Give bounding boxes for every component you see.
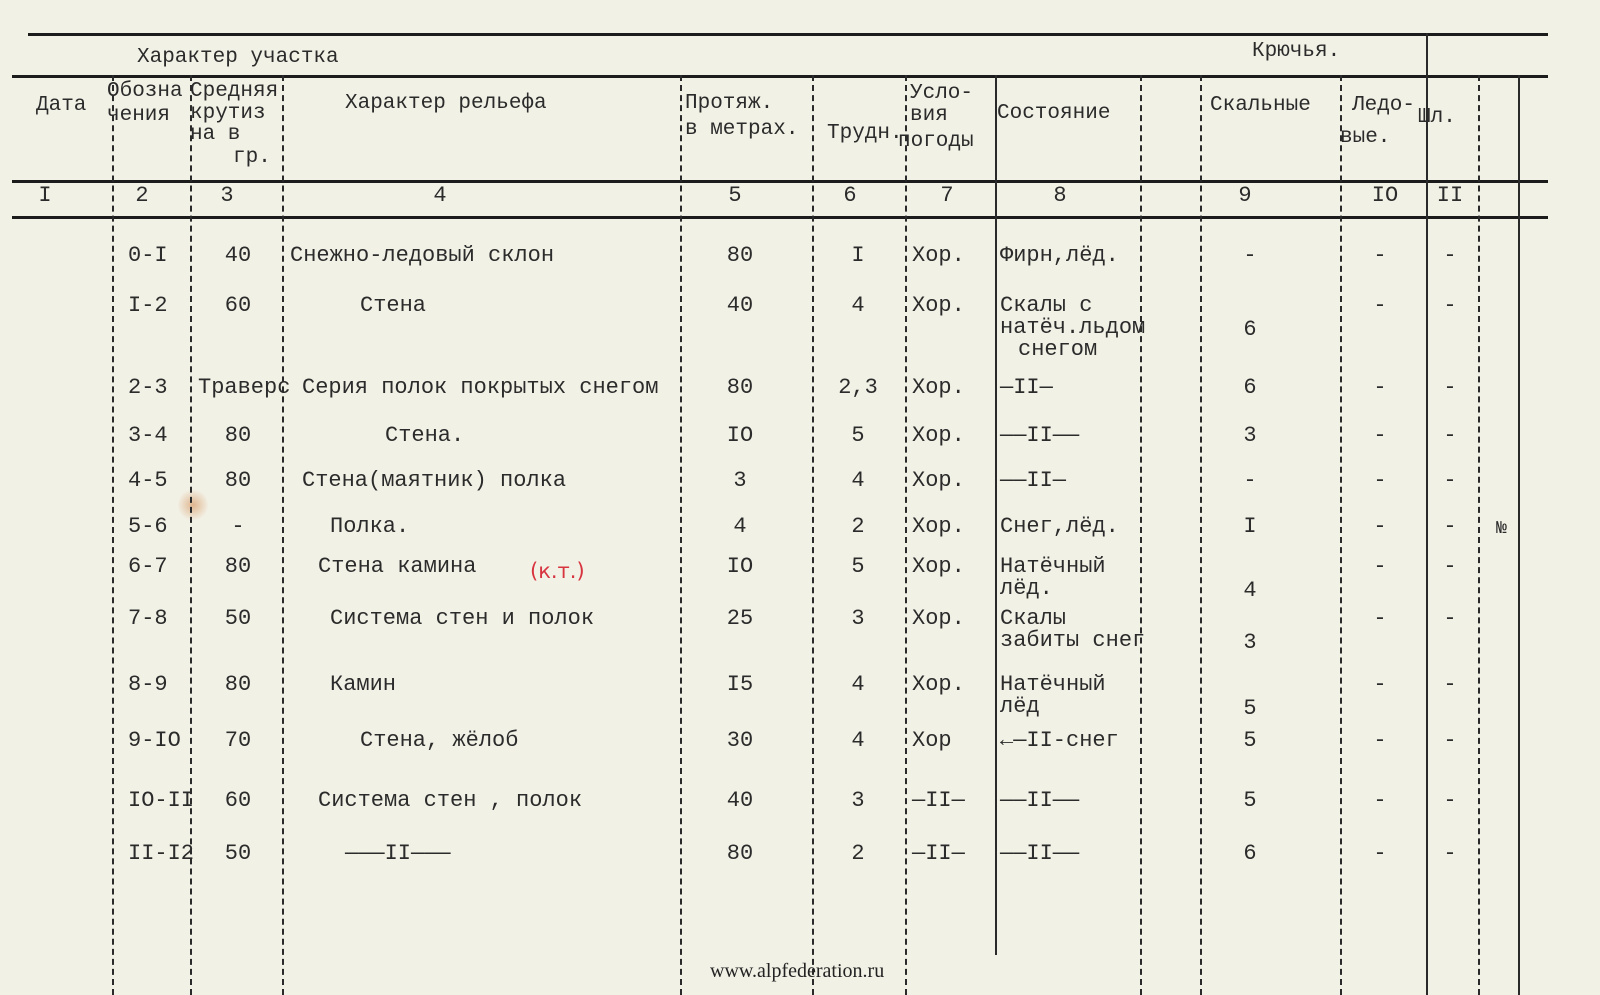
cell-ice-hooks: -: [1373, 423, 1387, 448]
cell-ice-hooks: -: [1373, 606, 1387, 631]
cell-rock-hooks: 3: [1243, 630, 1257, 655]
header-weather-3: погоды: [898, 130, 974, 153]
cell-difficulty: 4: [851, 468, 865, 493]
column-number: 4: [433, 183, 447, 208]
cell-difficulty: 3: [851, 606, 865, 631]
cell-length: I5: [726, 672, 754, 697]
cell-steepness: 60: [224, 293, 252, 318]
cell-weather: —II—: [912, 788, 965, 813]
cell-bolt-hooks: -: [1443, 788, 1457, 813]
footer-url: www.alpfederation.ru: [710, 960, 885, 982]
col-divider-10: [1426, 33, 1428, 995]
column-number: II: [1436, 183, 1464, 208]
cell-steepness: 80: [224, 672, 252, 697]
cell-ice-hooks: -: [1373, 293, 1387, 318]
cell-bolt-hooks: -: [1443, 375, 1457, 400]
cell-condition: Скалы с: [1000, 293, 1093, 318]
cell-condition: снегом: [1018, 337, 1098, 362]
column-number: 2: [135, 183, 149, 208]
col-divider-8: [1200, 75, 1202, 995]
cell-bolt-hooks: -: [1443, 841, 1457, 866]
cell-relief: Стена(маятник) полка: [302, 468, 567, 493]
cell-relief: Серия полок покрытых снегом: [302, 375, 659, 400]
header-length-1: Протяж.: [685, 92, 774, 115]
cell-rock-hooks: 5: [1243, 696, 1257, 721]
col-divider-12: [1518, 75, 1520, 995]
cell-ice-hooks: -: [1373, 841, 1387, 866]
handwritten-annotation: (к.т.): [530, 559, 585, 583]
cell-difficulty: 5: [851, 423, 865, 448]
column-number: I: [38, 183, 52, 208]
cell-segment: IO-II: [128, 788, 195, 813]
header-date: Дата: [36, 94, 87, 117]
header-designation-2: чения: [107, 104, 171, 127]
header-steepness-2: крутиз: [190, 102, 266, 125]
cell-ice-hooks: -: [1373, 728, 1387, 753]
cell-relief: Снежно-ледовый склон: [290, 243, 555, 268]
cell-relief: Система стен , полок: [318, 788, 583, 813]
col-divider-9: [1340, 75, 1342, 995]
cell-steepness: -: [231, 514, 245, 539]
cell-relief: Полка.: [330, 514, 410, 539]
rule-numbers-bottom: [12, 216, 1548, 219]
cell-weather: Хор.: [912, 243, 965, 268]
cell-length: 80: [726, 243, 754, 268]
cell-steepness: 50: [224, 841, 252, 866]
column-number: 3: [220, 183, 234, 208]
cell-bolt-hooks: -: [1443, 468, 1457, 493]
cell-bolt-hooks: -: [1443, 606, 1457, 631]
cell-segment: 9-IO: [128, 728, 181, 753]
column-number: 5: [728, 183, 742, 208]
cell-ice-hooks: -: [1373, 468, 1387, 493]
cell-steepness: 80: [224, 423, 252, 448]
cell-length: 3: [733, 468, 747, 493]
cell-rock-hooks: 4: [1243, 578, 1257, 603]
cell-weather: —II—: [912, 841, 965, 866]
cell-steepness: 60: [224, 788, 252, 813]
cell-condition: Натёчный: [1000, 554, 1106, 579]
header-steepness-4: гр.: [233, 146, 271, 169]
cell-length: 80: [726, 375, 754, 400]
cell-rock-hooks: I: [1243, 514, 1257, 539]
cell-condition: Снег,лёд.: [1000, 514, 1119, 539]
header-steepness-1: Средняя: [190, 80, 279, 103]
cell-condition: Скалы: [1000, 606, 1067, 631]
cell-rock-hooks: 3: [1243, 423, 1257, 448]
cell-weather: Хор.: [912, 293, 965, 318]
cell-segment: 4-5: [128, 468, 168, 493]
header-group-section: Характер участка: [137, 46, 339, 69]
header-ice-2: вые.: [1340, 126, 1391, 149]
cell-difficulty: 2: [851, 514, 865, 539]
cell-segment: 6-7: [128, 554, 168, 579]
cell-condition: ——II——: [1000, 788, 1080, 813]
cell-steepness: Траверс: [198, 375, 291, 400]
col-divider-3: [282, 75, 284, 995]
header-bolt: Шл.: [1418, 106, 1456, 129]
cell-condition: забиты снег: [1000, 628, 1146, 653]
cell-bolt-hooks: -: [1443, 243, 1457, 268]
cell-weather: Хор: [912, 728, 952, 753]
header-designation-1: Обозна: [107, 80, 183, 103]
column-number: 7: [940, 183, 954, 208]
col-divider-5: [812, 75, 814, 995]
cell-condition: ——II—: [1000, 468, 1067, 493]
col-divider-6: [905, 75, 907, 995]
cell-condition: Натёчный: [1000, 672, 1106, 697]
cell-segment: 3-4: [128, 423, 168, 448]
cell-weather: Хор.: [912, 514, 965, 539]
cell-segment: 2-3: [128, 375, 168, 400]
cell-length: 30: [726, 728, 754, 753]
header-relief: Характер рельефа: [345, 92, 547, 115]
cell-difficulty: 5: [851, 554, 865, 579]
cell-length: 40: [726, 293, 754, 318]
cell-ice-hooks: -: [1373, 243, 1387, 268]
header-weather-2: вия: [910, 104, 948, 127]
cell-condition: ←—II-снег: [1000, 728, 1119, 753]
cell-segment: 5-6: [128, 514, 168, 539]
cell-difficulty: 4: [851, 728, 865, 753]
cell-condition: натёч.льдом: [1000, 315, 1146, 340]
cell-bolt-hooks: -: [1443, 423, 1457, 448]
cell-ice-hooks: -: [1373, 788, 1387, 813]
cell-weather: Хор.: [912, 423, 965, 448]
col-divider-7: [995, 75, 997, 955]
cell-bolt-hooks: -: [1443, 293, 1457, 318]
cell-condition: лёд.: [1000, 576, 1053, 601]
column-number: 6: [843, 183, 857, 208]
cell-length: 40: [726, 788, 754, 813]
column-number: IO: [1371, 183, 1399, 208]
header-length-2: в метрах.: [685, 118, 799, 141]
header-group-hooks: Крючья.: [1252, 40, 1341, 63]
cell-condition: лёд: [1000, 694, 1040, 719]
cell-difficulty: 2,3: [838, 375, 878, 400]
cell-condition: —II—: [1000, 375, 1053, 400]
cell-relief: Стена: [360, 293, 427, 318]
cell-relief: ———II———: [345, 841, 451, 866]
cell-rock-hooks: -: [1243, 243, 1257, 268]
cell-relief: Стена, жёлоб: [360, 728, 519, 753]
cell-rock-hooks: 6: [1243, 317, 1257, 342]
cell-segment: I-2: [128, 293, 168, 318]
cell-length: IO: [726, 554, 754, 579]
column-number: 8: [1053, 183, 1067, 208]
header-weather-1: Усло-: [910, 82, 974, 105]
cell-ice-hooks: -: [1373, 514, 1387, 539]
header-rock: Скальные: [1210, 94, 1311, 117]
cell-condition: ——II——: [1000, 841, 1080, 866]
cell-length: 4: [733, 514, 747, 539]
rule-top: [28, 33, 1548, 36]
cell-rock-hooks: 5: [1243, 788, 1257, 813]
cell-segment: 0-I: [128, 243, 168, 268]
cell-weather: Хор.: [912, 606, 965, 631]
cell-rock-hooks: 5: [1243, 728, 1257, 753]
cell-weather: Хор.: [912, 375, 965, 400]
cell-condition: Фирн,лёд.: [1000, 243, 1119, 268]
cell-segment: 8-9: [128, 672, 168, 697]
cell-difficulty: 4: [851, 672, 865, 697]
cell-segment: II-I2: [128, 841, 195, 866]
cell-rock-hooks: -: [1243, 468, 1257, 493]
cell-bolt-hooks: -: [1443, 554, 1457, 579]
header-condition: Состояние: [997, 102, 1111, 125]
cell-relief: Камин: [330, 672, 397, 697]
header-difficulty: Трудн.: [827, 122, 903, 145]
cell-weather: Хор.: [912, 468, 965, 493]
cell-difficulty: I: [851, 243, 865, 268]
cell-bolt-hooks: -: [1443, 514, 1457, 539]
cell-steepness: 80: [224, 554, 252, 579]
cell-ice-hooks: -: [1373, 375, 1387, 400]
column-number: 9: [1238, 183, 1252, 208]
cell-rock-hooks: 6: [1243, 375, 1257, 400]
cell-relief: Система стен и полок: [330, 606, 595, 631]
cell-ice-hooks: -: [1373, 672, 1387, 697]
cell-relief: Стена камина: [318, 554, 477, 579]
cell-segment: 7-8: [128, 606, 168, 631]
cell-bolt-hooks: -: [1443, 672, 1457, 697]
cell-ice-hooks: -: [1373, 554, 1387, 579]
col-divider-1: [112, 75, 114, 995]
cell-difficulty: 4: [851, 293, 865, 318]
col-divider-7b: [1140, 75, 1142, 995]
cell-steepness: 40: [224, 243, 252, 268]
col-divider-11: [1478, 75, 1480, 995]
margin-mark: №: [1496, 519, 1507, 539]
cell-length: 25: [726, 606, 754, 631]
rule-header-bottom: [12, 180, 1548, 183]
cell-weather: Хор.: [912, 672, 965, 697]
cell-bolt-hooks: -: [1443, 728, 1457, 753]
cell-steepness: 80: [224, 468, 252, 493]
cell-steepness: 50: [224, 606, 252, 631]
cell-difficulty: 2: [851, 841, 865, 866]
cell-relief: Стена.: [385, 423, 465, 448]
cell-length: 80: [726, 841, 754, 866]
header-ice-1: Ледо-: [1352, 94, 1416, 117]
cell-condition: ——II——: [1000, 423, 1080, 448]
cell-length: IO: [726, 423, 754, 448]
cell-weather: Хор.: [912, 554, 965, 579]
rule-header-group: [12, 75, 1548, 78]
cell-rock-hooks: 6: [1243, 841, 1257, 866]
header-steepness-3: на в: [190, 123, 241, 146]
cell-steepness: 70: [224, 728, 252, 753]
cell-difficulty: 3: [851, 788, 865, 813]
